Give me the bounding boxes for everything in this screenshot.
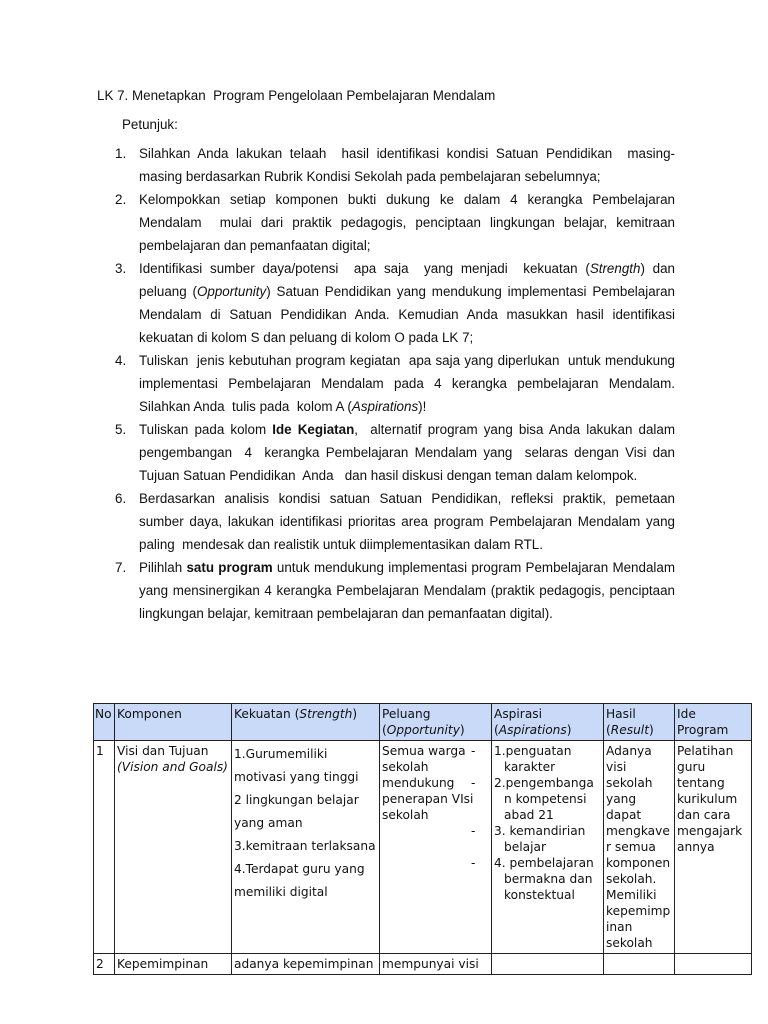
row1-result: Adanya visi sekolah yang dapat mengkaver semua komponen sekolah. Memiliki kepemimpinan sekolah xyxy=(604,741,675,954)
strength-line: yang aman xyxy=(234,816,303,830)
instruction-text: Kelompokkan setiap komponen bukti dukung ke dalam 4 kerangka Pembelajaran Mendalam mulai dari praktik pedagogis, penciptaan lingkungan belajar, kemitraan pembelajaran dan pemanfaatan digital; xyxy=(139,192,679,253)
aspiration-item: - 4. pembelajaran bermakna dan konstektual xyxy=(471,856,594,902)
header-peluang xyxy=(380,704,492,741)
row1-no: 1 xyxy=(94,741,115,954)
header-aspirasi-en: Aspirations xyxy=(498,723,567,737)
instruction-text: Identifikasi sumber daya/potensi apa saja yang menjadi kekuatan (Strength) dan peluang (Opportunity) Satuan Pendidikan yang mendukung implementasi Pembelajaran Mendalam di Satuan Pendidikan Anda. Kemudian Anda masukkan hasil identifikasi kekuatan di kolom S dan peluang di kolom O pada LK 7; xyxy=(139,261,679,345)
instructions-list xyxy=(95,142,679,625)
row1-komponen xyxy=(115,741,232,954)
instruction-text: Silahkan Anda lakukan telaah hasil identifikasi kondisi Satuan Pendidikan masing-masing berdasarkan Rubrik Kondisi Sekolah pada pembelajaran sebelumnya; xyxy=(139,146,675,184)
header-peluang-label: Peluang ( xyxy=(382,707,431,737)
instruction-text: Pilihlah satu program untuk mendukung implementasi program Pembelajaran Mendalam yang mensinergikan 4 kerangka Pembelajaran Mendalam (praktik pedagogis, penciptaan lingkungan belajar, kemitraan pembelajaran dan pemanfaatan digital). xyxy=(139,560,679,621)
row2-strength: adanya kepemimpinan xyxy=(232,954,380,975)
row2-komponen: Kepemimpinan xyxy=(115,954,232,975)
table-row xyxy=(94,954,752,975)
instructions-heading: Petunjuk: xyxy=(122,117,178,132)
aspiration-text: 1.penguatan karakter xyxy=(494,744,572,774)
strength-line: 2 lingkungan belajar xyxy=(234,793,359,807)
opportunity-text: Semua warga sekolah mendukung penerapan VIsi sekolah xyxy=(382,744,474,822)
header-peluang-close: ) xyxy=(459,723,465,737)
instruction-text: Berdasarkan analisis kondisi satuan Satuan Pendidikan, refleksi praktik, pemetaan sumber daya, lakukan identifikasi prioritas area program Pembelajaran Mendalam yang paling mendesak dan realistik untuk diimplementasikan dalam RTL. xyxy=(139,491,679,552)
header-aspirasi-close: ) xyxy=(566,723,572,737)
strength-line: 1.Gurumemiliki xyxy=(234,747,328,761)
swot-table xyxy=(93,703,752,975)
table-row xyxy=(94,741,752,954)
row2-result xyxy=(604,954,675,975)
row2-aspirations xyxy=(492,954,604,975)
aspiration-text: 2.pengembangan kompetensi abad 21 xyxy=(494,776,594,822)
header-hasil-en: Result xyxy=(610,723,649,737)
instruction-number: 1. xyxy=(115,146,127,161)
header-hasil xyxy=(604,704,675,741)
header-kekuatan xyxy=(232,704,380,741)
instruction-item xyxy=(95,418,679,487)
row2-ide xyxy=(675,954,752,975)
instruction-number: 2. xyxy=(115,192,127,207)
strength-line: motivasi yang tinggi xyxy=(234,770,359,784)
instruction-item xyxy=(95,257,679,349)
instruction-number: 7. xyxy=(115,560,127,575)
header-aspirasi-label: Aspirasi ( xyxy=(494,707,543,737)
strength-line: memiliki digital xyxy=(234,885,328,899)
row1-opportunity xyxy=(380,741,492,954)
aspiration-item: - 2.pengembangan kompetensi abad 21 xyxy=(471,776,594,822)
row1-aspirations xyxy=(471,741,604,954)
aspiration-item: - 1.penguatan karakter xyxy=(471,744,572,774)
strength-line: 4.Terdapat guru yang xyxy=(234,862,365,876)
row2-no: 2 xyxy=(94,954,115,975)
header-hasil-close: ) xyxy=(648,723,654,737)
table-header-row xyxy=(94,704,752,741)
strength-line: 3.kemitraan terlaksana xyxy=(234,839,376,853)
instruction-text: Tuliskan pada kolom Ide Kegiatan, alternatif program yang bisa Anda lakukan dalam pengembangan 4 kerangka Pembelajaran Mendalam yang selaras dengan Visi dan Tujuan Satuan Pendidikan Anda dan hasil diskusi dengan teman dalam kelompok. xyxy=(139,422,679,483)
aspiration-text: 4. pembelajaran bermakna dan konstektual xyxy=(494,856,594,902)
header-aspirasi xyxy=(492,704,604,741)
instruction-item xyxy=(95,142,675,188)
header-komponen: Komponen xyxy=(115,704,232,741)
instruction-number: 4. xyxy=(115,353,127,368)
aspirations-list xyxy=(471,743,601,903)
row1-ide: Pelatihan guru tentang kurikulum dan cara mengajarkannya xyxy=(675,741,752,954)
instruction-item xyxy=(95,556,679,625)
row1-komponen-label: Visi dan Tujuan xyxy=(117,744,209,758)
header-hasil-label: Hasil ( xyxy=(606,707,636,737)
row1-strength xyxy=(232,741,380,954)
instruction-item xyxy=(95,487,679,556)
header-no: No xyxy=(94,704,115,741)
instruction-number: 3. xyxy=(115,261,127,276)
aspiration-text: 3. kemandirian belajar xyxy=(494,824,586,854)
header-kekuatan-close: ) xyxy=(352,707,358,721)
instruction-item xyxy=(95,349,679,418)
header-kekuatan-en: Strength xyxy=(299,707,353,721)
instruction-number: 5. xyxy=(115,422,127,437)
row2-opportunity: mempunyai visi xyxy=(380,954,492,975)
aspiration-item: - 3. kemandirian belajar xyxy=(471,824,586,854)
instruction-text: Tuliskan jenis kebutuhan program kegiatan apa saja yang diperlukan untuk mendukung implementasi Pembelajaran Mendalam pada 4 kerangka pembelajaran Mendalam. Silahkan Anda tulis pada kolom A (Aspirations)! xyxy=(139,353,679,414)
instruction-number: 6. xyxy=(115,491,127,506)
header-kekuatan-label: Kekuatan ( xyxy=(234,707,300,721)
row1-komponen-en: (Vision and Goals) xyxy=(117,760,228,774)
header-peluang-en: Opportunity xyxy=(386,723,460,737)
header-ide-program: Ide Program xyxy=(675,704,752,741)
instruction-item xyxy=(95,188,679,257)
worksheet-title: LK 7. Menetapkan Program Pengelolaan Pembelajaran Mendalam xyxy=(97,88,496,103)
